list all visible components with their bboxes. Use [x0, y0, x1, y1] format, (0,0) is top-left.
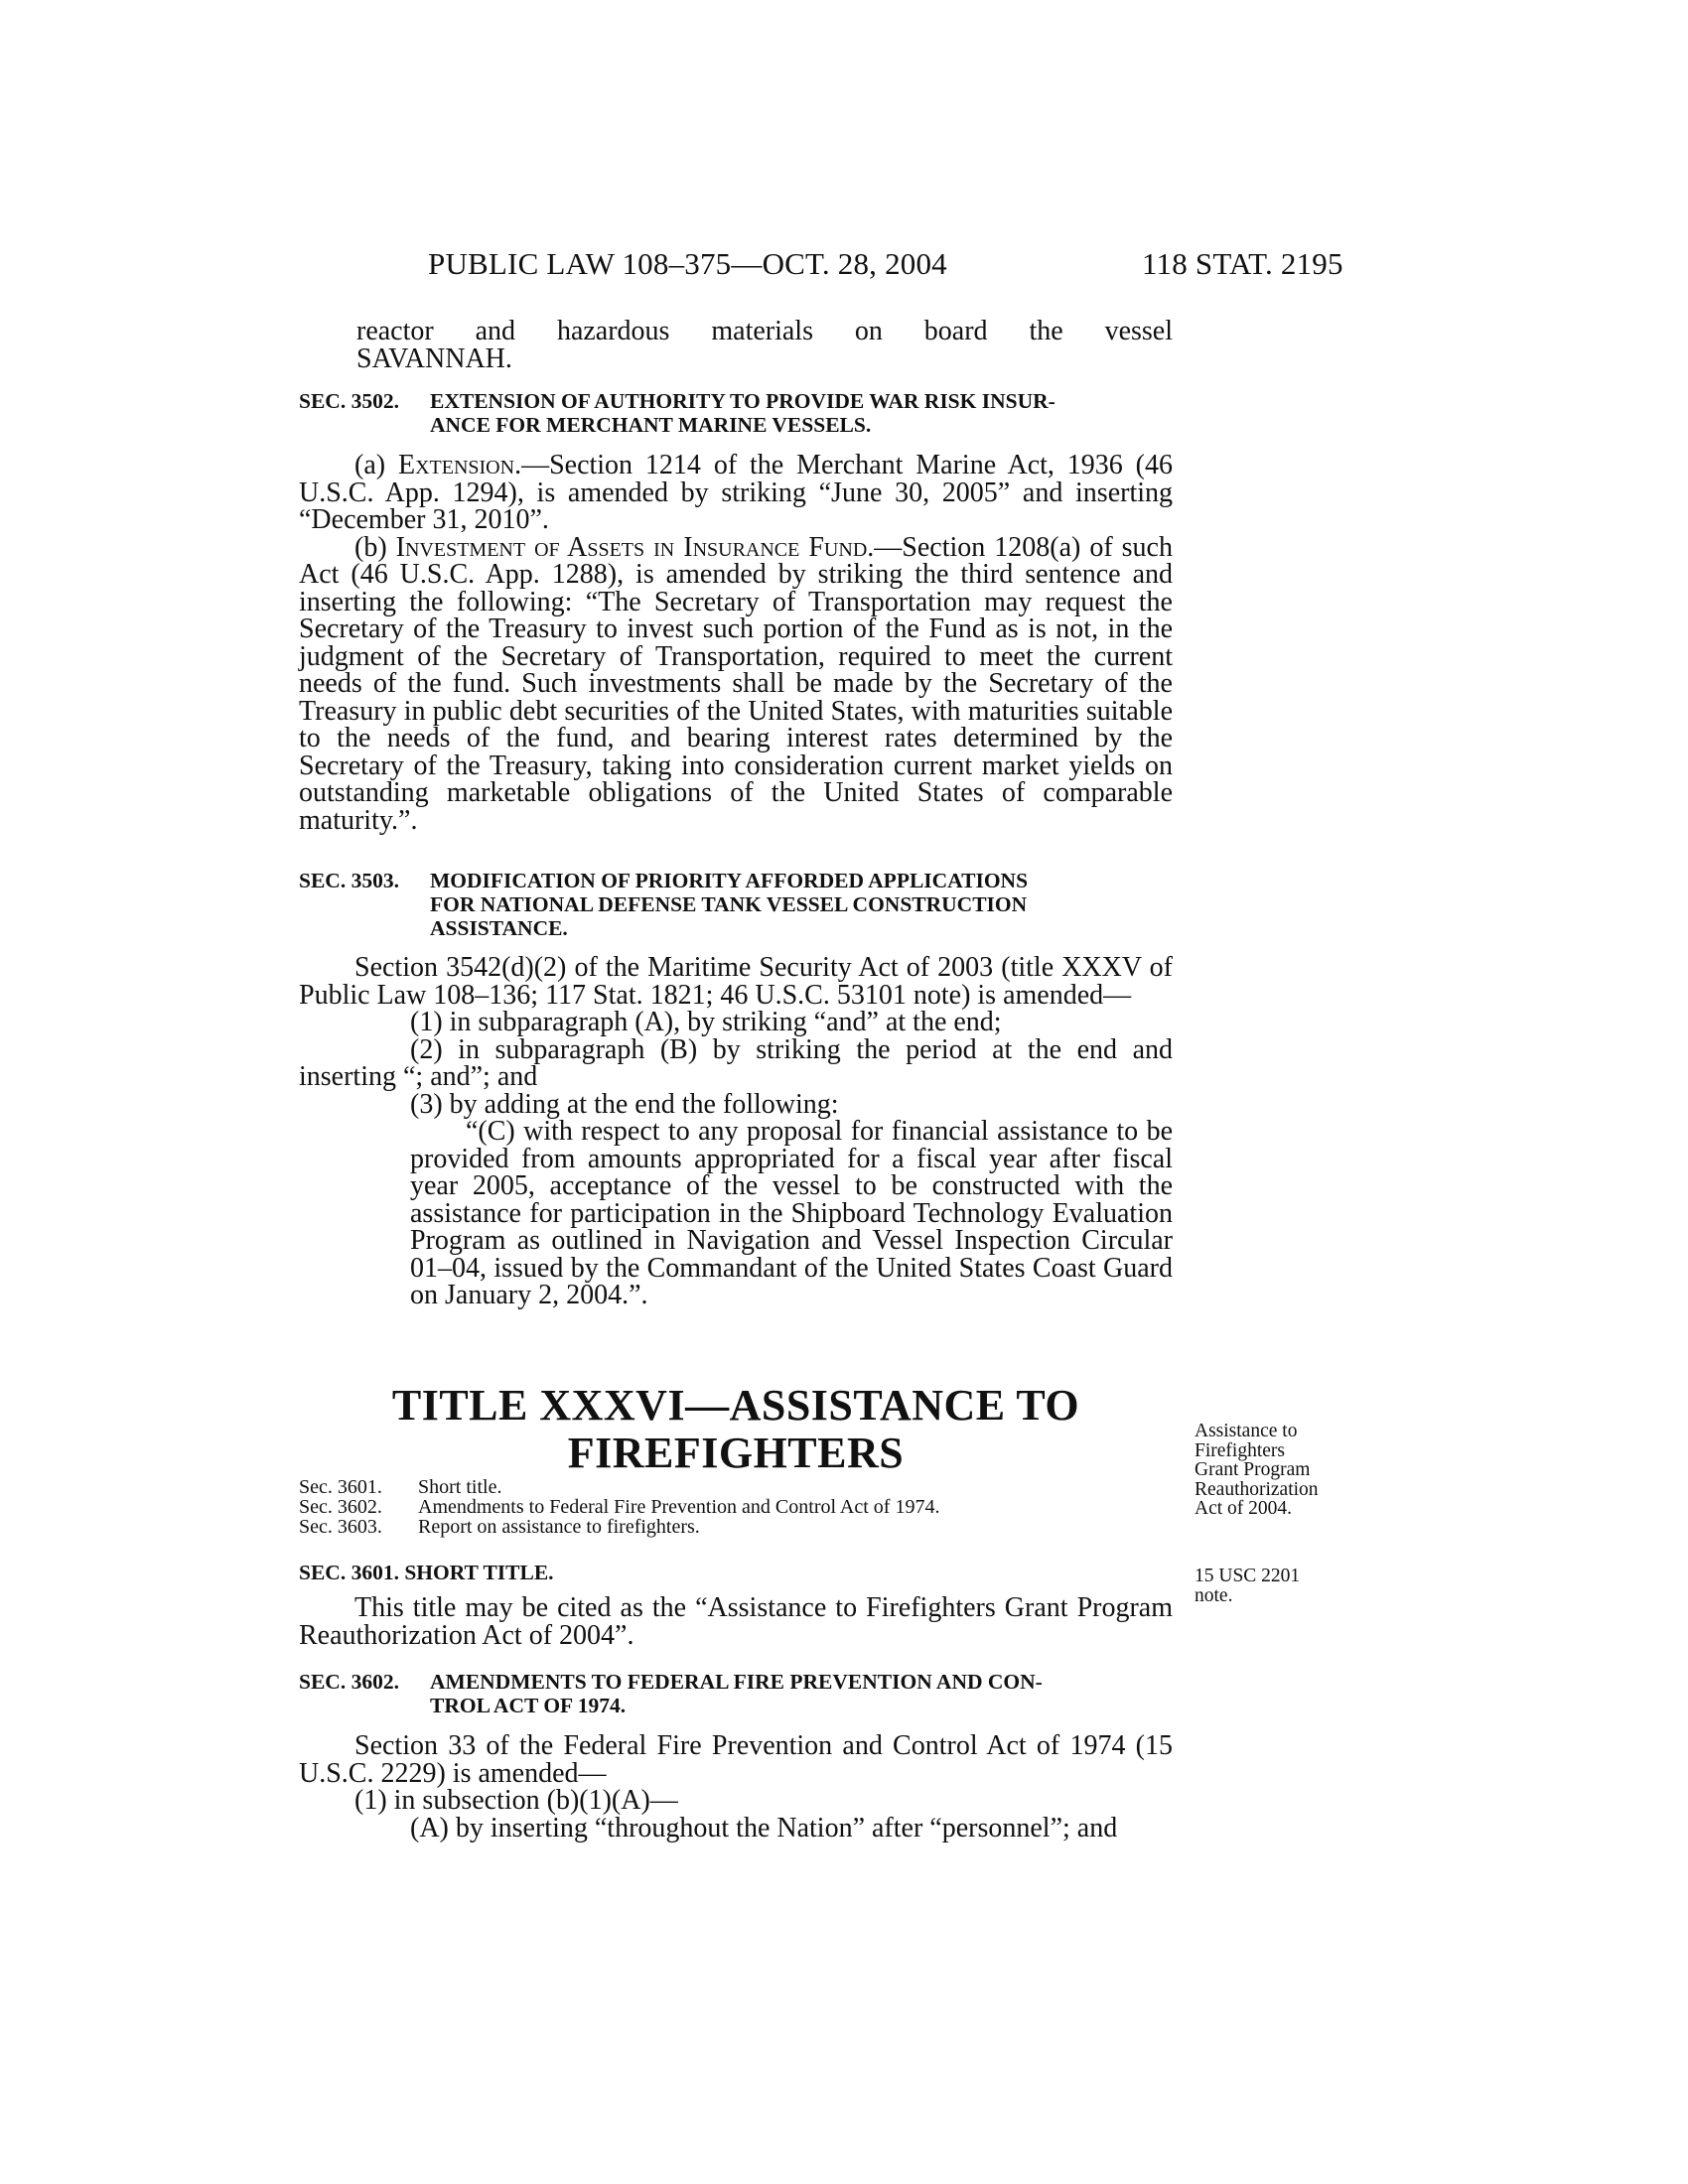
toc-entry	[299, 1517, 1173, 1537]
margin-note-line: note.	[1195, 1584, 1233, 1606]
sec-3503-heading-line-2: FOR NATIONAL DEFENSE TANK VESSEL CONSTRUCTION	[430, 892, 1028, 916]
sec-3503-item-3: (3) by adding at the end the following:	[410, 1088, 839, 1120]
margin-note-line: Reauthorization	[1195, 1478, 1319, 1500]
subsection-a-text: —Section 1214 of the Merchant Marine Act, 1936 (46 U.S.C. App. 1294), is amended by striking “June 30, 2005” and inserting “December 31, 2010”.	[299, 450, 1173, 535]
continuation-line-1: reactor and hazardous materials on board the vessel	[356, 316, 1173, 346]
margin-note-line: 15 USC 2201	[1195, 1566, 1301, 1586]
title-line-2: FIREFIGHTERS	[567, 1429, 905, 1477]
sec-3502-subsection-a	[299, 452, 1173, 534]
continuation-text	[299, 318, 1173, 372]
title-line-1: TITLE XXXVI—ASSISTANCE TO	[391, 1381, 1080, 1430]
sec-3602-heading-line-1: AMENDMENTS TO FEDERAL FIRE PREVENTION AND CON-	[430, 1670, 1043, 1694]
margin-note-line: Act of 2004.	[1195, 1498, 1293, 1519]
margin-note-line: Firefighters	[1195, 1439, 1285, 1461]
title-toc	[299, 1477, 1173, 1537]
sec-3503-item-1: (1) in subparagraph (A), by striking “and” at the end;	[410, 1007, 1002, 1037]
toc-entry-text: Report on assistance to firefighters.	[418, 1516, 700, 1538]
sec-3503-item-2: (2) in subparagraph (B) by striking the period at the end and inserting “; and”; and	[299, 1033, 1173, 1092]
sec-3602-heading-line-2: TROL ACT OF 1974.	[430, 1694, 627, 1717]
sec-3502-heading-line-2: ANCE FOR MERCHANT MARINE VESSELS.	[430, 413, 872, 437]
sec-3503-number: SEC. 3503.	[299, 869, 399, 892]
running-title: PUBLIC LAW 108–375—OCT. 28, 2004	[428, 246, 947, 281]
sec-3602-heading	[299, 1670, 1173, 1717]
sec-3602-intro: Section 33 of the Federal Fire Prevention and Control Act of 1974 (15 U.S.C. 2229) is amended—	[299, 1730, 1173, 1789]
title-xxxvi-heading	[299, 1382, 1173, 1477]
margin-note-usc	[1195, 1567, 1383, 1605]
subsection-a-label: (a)	[354, 450, 398, 480]
subsection-a-heading: Extension.	[397, 450, 522, 480]
toc-entry-text: Amendments to Federal Fire Prevention and Control Act of 1974.	[418, 1496, 940, 1518]
margin-note-line: Grant Program	[1195, 1459, 1311, 1480]
sec-3602-item-a: (A) by inserting “throughout the Nation” after “personnel”; and	[410, 1812, 1118, 1843]
margin-note-short-title	[1195, 1422, 1383, 1519]
sec-3503-quoted-c: “(C) with respect to any proposal for financial assistance to be provided from amounts appropriated for a fiscal year after fiscal year 2005, acceptance of the vessel to be constructed with the assistance for participation in the Shipboard Technology Evaluation Program as outlined in Navigation and Vessel Inspection Circular 01–04, issued by the Commandant of the United States Coast Guard on January 2, 2004.”.	[410, 1116, 1173, 1310]
toc-entry	[299, 1477, 1173, 1497]
sec-3601-heading: SEC. 3601. SHORT TITLE.	[299, 1561, 554, 1584]
sec-3602-item-1: (1) in subsection (b)(1)(A)—	[354, 1785, 678, 1816]
subsection-b-text: —Section 1208(a) of such Act (46 U.S.C. App. 1288), is amended by striking the third sentence and inserting the following: “The Secretary of Transportation may request the Secretary of the Treasury to invest such portion of the Fund as is not, in the judgment of the Secretary of Transportation, required to meet the current needs of the fund. Such investments shall be made by the Secretary of the Treasury in public debt securities of the United States, with maturities suitable to the needs of the fund, and bearing interest rates determined by the Secretary of the Treasury, taking into consideration current market yields on outstanding marketable obligations of the United States of comparable maturity.”.	[299, 531, 1173, 836]
toc-entry-number: Sec. 3603.	[299, 1516, 382, 1538]
toc-entry-number: Sec. 3602.	[299, 1496, 382, 1518]
toc-entry-text: Short title.	[418, 1476, 502, 1498]
sec-3502-heading-line-1: EXTENSION OF AUTHORITY TO PROVIDE WAR RISK INSUR-	[430, 389, 1055, 413]
sec-3502-number: SEC. 3502.	[299, 389, 399, 413]
subsection-b-heading: Investment of Assets in Insurance Fund.	[395, 531, 875, 563]
sec-3503-heading-line-1: MODIFICATION OF PRIORITY AFFORDED APPLICATIONS	[430, 869, 1029, 892]
sec-3601-body	[299, 1594, 1173, 1649]
subsection-b-label: (b)	[354, 531, 396, 563]
toc-entry	[299, 1497, 1173, 1517]
sec-3503-heading	[299, 869, 1173, 940]
sec-3503-heading-line-3: ASSISTANCE.	[430, 916, 568, 940]
sec-3502-body	[299, 452, 1173, 834]
continuation-line-2: SAVANNAH.	[356, 342, 512, 374]
sec-3503-intro: Section 3542(d)(2) of the Maritime Security Act of 2003 (title XXXV of Public Law 108–136; 117 Stat. 1821; 46 U.S.C. 53101 note) is amended—	[299, 952, 1173, 1011]
sec-3502-heading	[299, 389, 1173, 437]
sec-3502-subsection-b	[299, 531, 1173, 836]
margin-note-line: Assistance to	[1195, 1421, 1298, 1441]
stat-reference: 118 STAT. 2195	[1142, 246, 1343, 281]
sec-3601-text: This title may be cited as the “Assistance to Firefighters Grant Program Reauthorization Act of 2004”.	[299, 1592, 1173, 1651]
sec-3602-number: SEC. 3602.	[299, 1670, 399, 1694]
sec-3602-body	[299, 1732, 1173, 1842]
sec-3503-body	[299, 954, 1173, 1309]
toc-entry-number: Sec. 3601.	[299, 1476, 382, 1498]
